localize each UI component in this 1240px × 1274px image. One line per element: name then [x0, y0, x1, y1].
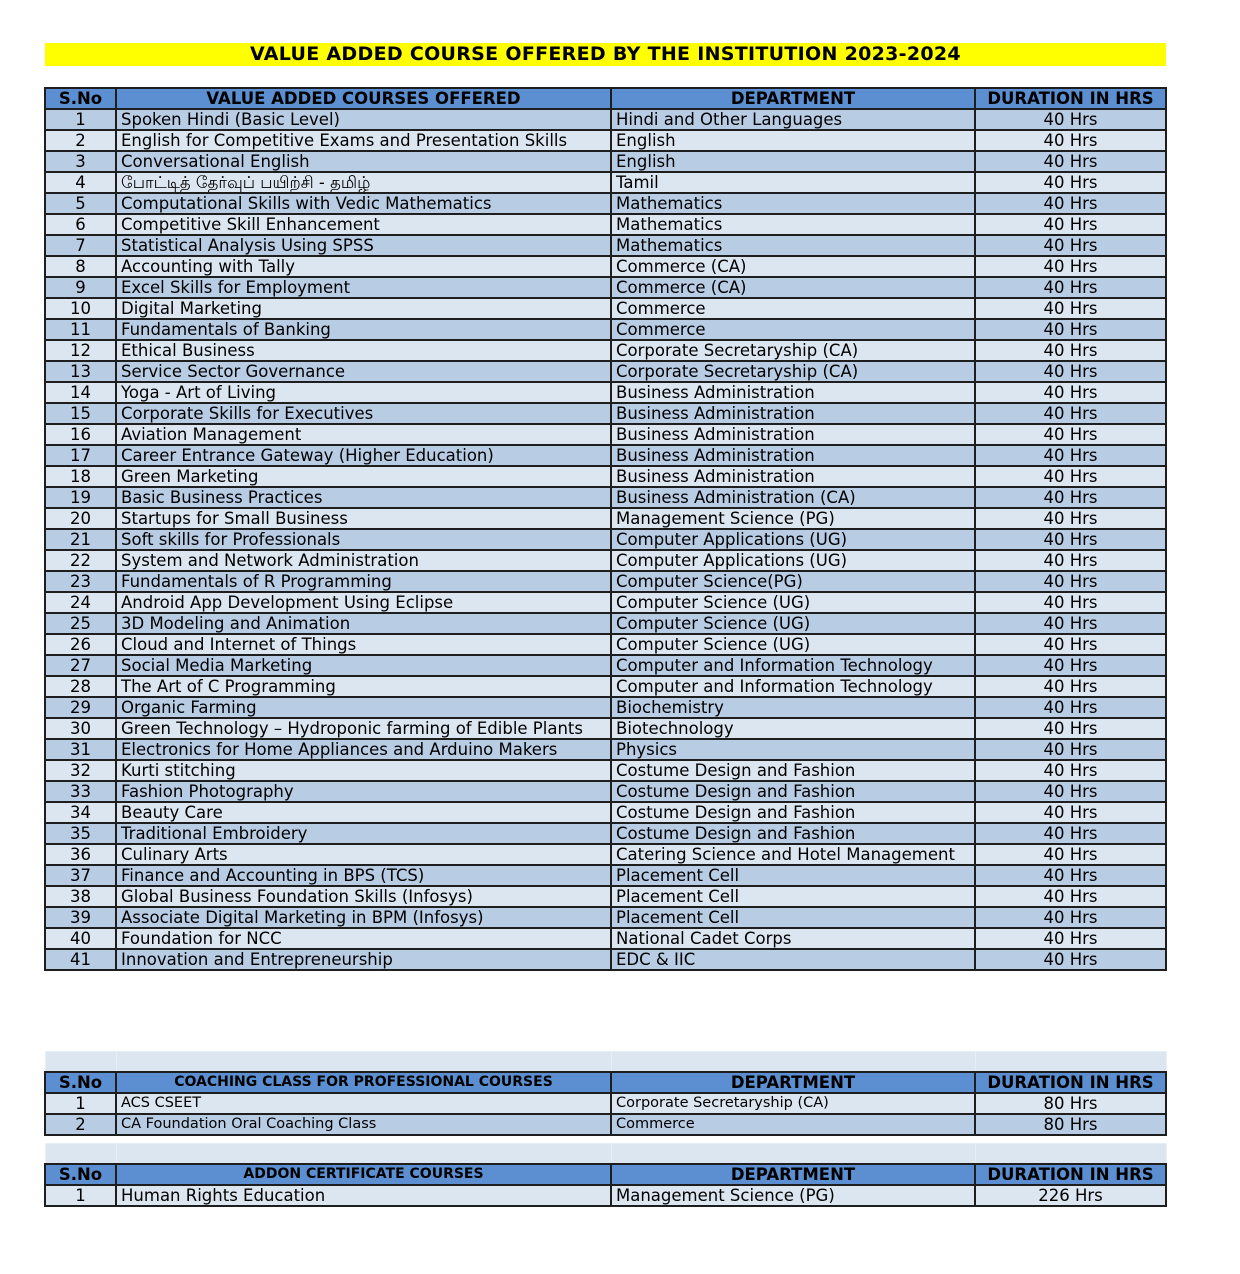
cell-duration: 40 Hrs — [975, 949, 1166, 970]
cell-department: Mathematics — [611, 193, 975, 214]
cell-course: Electronics for Home Appliances and Arduino Makers — [116, 739, 611, 760]
cell-sno: 16 — [45, 424, 116, 445]
cell-department: English — [611, 151, 975, 172]
cell-department: Placement Cell — [611, 865, 975, 886]
cell-course: Green Technology – Hydroponic farming of Edible Plants — [116, 718, 611, 739]
cell-course: Statistical Analysis Using SPSS — [116, 235, 611, 256]
cell-duration: 40 Hrs — [975, 508, 1166, 529]
cell-duration: 40 Hrs — [975, 529, 1166, 550]
table-row — [45, 382, 1166, 403]
cell-department: Corporate Secretaryship (CA) — [611, 361, 975, 382]
cell-course: போட்டித் தேர்வுப் பயிற்சி - தமிழ் — [116, 172, 611, 193]
cell-sno: 11 — [45, 319, 116, 340]
cell-duration: 40 Hrs — [975, 802, 1166, 823]
table-row — [45, 718, 1166, 739]
table-row — [45, 277, 1166, 298]
table-row — [45, 1185, 1166, 1206]
table-row — [45, 760, 1166, 781]
header-course: COACHING CLASS FOR PROFESSIONAL COURSES — [116, 1072, 611, 1093]
cell-department: EDC & IIC — [611, 949, 975, 970]
cell-duration: 40 Hrs — [975, 928, 1166, 949]
cell-sno: 14 — [45, 382, 116, 403]
cell-sno: 1 — [45, 109, 116, 130]
table-row — [45, 802, 1166, 823]
table-row — [45, 466, 1166, 487]
cell-department: Hindi and Other Languages — [611, 109, 975, 130]
cell-sno: 23 — [45, 571, 116, 592]
cell-course: Aviation Management — [116, 424, 611, 445]
cell-department: Mathematics — [611, 214, 975, 235]
cell-department: Business Administration — [611, 466, 975, 487]
table-row — [45, 634, 1166, 655]
header-course: VALUE ADDED COURSES OFFERED — [116, 88, 611, 109]
cell-duration: 40 Hrs — [975, 781, 1166, 802]
cell-department: Computer Science (UG) — [611, 634, 975, 655]
cell-department: Business Administration (CA) — [611, 487, 975, 508]
cell-department: Computer Applications (UG) — [611, 529, 975, 550]
cell-duration: 40 Hrs — [975, 214, 1166, 235]
cell-course: Fundamentals of Banking — [116, 319, 611, 340]
table-row — [45, 781, 1166, 802]
table-row — [45, 1114, 1166, 1135]
cell-sno: 35 — [45, 823, 116, 844]
cell-course: Culinary Arts — [116, 844, 611, 865]
table-row — [45, 445, 1166, 466]
cell-course: Fundamentals of R Programming — [116, 571, 611, 592]
cell-sno: 17 — [45, 445, 116, 466]
cell-duration: 40 Hrs — [975, 865, 1166, 886]
cell-department: Placement Cell — [611, 907, 975, 928]
cell-course: Career Entrance Gateway (Higher Education) — [116, 445, 611, 466]
table-row — [45, 550, 1166, 571]
cell-sno: 2 — [45, 1114, 116, 1135]
cell-sno: 22 — [45, 550, 116, 571]
cell-sno: 30 — [45, 718, 116, 739]
header-duration: DURATION IN HRS — [975, 1072, 1166, 1093]
addon-courses-body — [45, 1185, 1166, 1206]
cell-duration: 40 Hrs — [975, 592, 1166, 613]
cell-department: English — [611, 130, 975, 151]
cell-course: Service Sector Governance — [116, 361, 611, 382]
cell-sno: 33 — [45, 781, 116, 802]
table-row — [45, 655, 1166, 676]
table-header-row — [45, 1072, 1166, 1093]
cell-course: Organic Farming — [116, 697, 611, 718]
cell-course: Android App Development Using Eclipse — [116, 592, 611, 613]
table-row — [45, 109, 1166, 130]
table-row — [45, 865, 1166, 886]
cell-sno: 9 — [45, 277, 116, 298]
cell-duration: 40 Hrs — [975, 235, 1166, 256]
cell-department: Commerce (CA) — [611, 277, 975, 298]
cell-course: Social Media Marketing — [116, 655, 611, 676]
cell-department: Computer and Information Technology — [611, 676, 975, 697]
table-row — [45, 529, 1166, 550]
cell-department: Placement Cell — [611, 886, 975, 907]
cell-duration: 40 Hrs — [975, 361, 1166, 382]
table-header-row — [45, 1164, 1166, 1185]
cell-sno: 7 — [45, 235, 116, 256]
coaching-classes-body — [45, 1093, 1166, 1135]
cell-course: Fashion Photography — [116, 781, 611, 802]
cell-course: CA Foundation Oral Coaching Class — [116, 1114, 611, 1135]
cell-sno: 31 — [45, 739, 116, 760]
table-row — [45, 424, 1166, 445]
table-row — [45, 151, 1166, 172]
header-sno: S.No — [45, 1164, 116, 1185]
cell-duration: 40 Hrs — [975, 655, 1166, 676]
cell-sno: 2 — [45, 130, 116, 151]
cell-duration: 40 Hrs — [975, 445, 1166, 466]
cell-duration: 40 Hrs — [975, 340, 1166, 361]
spacer-row — [45, 1052, 1166, 1073]
cell-sno: 36 — [45, 844, 116, 865]
header-department: DEPARTMENT — [611, 88, 975, 109]
cell-department: Computer Science(PG) — [611, 571, 975, 592]
cell-duration: 40 Hrs — [975, 256, 1166, 277]
cell-department: Corporate Secretaryship (CA) — [611, 1093, 975, 1114]
cell-course: Basic Business Practices — [116, 487, 611, 508]
cell-course: Ethical Business — [116, 340, 611, 361]
table-row — [45, 592, 1166, 613]
cell-department: Business Administration — [611, 382, 975, 403]
cell-course: Startups for Small Business — [116, 508, 611, 529]
cell-course: Competitive Skill Enhancement — [116, 214, 611, 235]
table-row — [45, 256, 1166, 277]
cell-course: System and Network Administration — [116, 550, 611, 571]
table-row — [45, 1093, 1166, 1114]
cell-sno: 26 — [45, 634, 116, 655]
cell-course: Conversational English — [116, 151, 611, 172]
cell-course: Computational Skills with Vedic Mathematics — [116, 193, 611, 214]
cell-duration: 40 Hrs — [975, 319, 1166, 340]
cell-department: Biotechnology — [611, 718, 975, 739]
cell-duration: 40 Hrs — [975, 550, 1166, 571]
cell-course: Innovation and Entrepreneurship — [116, 949, 611, 970]
cell-sno: 4 — [45, 172, 116, 193]
cell-duration: 40 Hrs — [975, 613, 1166, 634]
cell-duration: 40 Hrs — [975, 487, 1166, 508]
cell-course: Green Marketing — [116, 466, 611, 487]
table-row — [45, 739, 1166, 760]
cell-sno: 34 — [45, 802, 116, 823]
cell-department: Mathematics — [611, 235, 975, 256]
table-row — [45, 235, 1166, 256]
cell-course: Traditional Embroidery — [116, 823, 611, 844]
header-department: DEPARTMENT — [611, 1072, 975, 1093]
table-row — [45, 928, 1166, 949]
table-row — [45, 823, 1166, 844]
cell-department: Computer Science (UG) — [611, 592, 975, 613]
cell-sno: 27 — [45, 655, 116, 676]
cell-sno: 39 — [45, 907, 116, 928]
cell-department: Corporate Secretaryship (CA) — [611, 340, 975, 361]
cell-duration: 40 Hrs — [975, 634, 1166, 655]
cell-duration: 40 Hrs — [975, 151, 1166, 172]
cell-duration: 40 Hrs — [975, 760, 1166, 781]
cell-duration: 40 Hrs — [975, 424, 1166, 445]
cell-department: Commerce — [611, 319, 975, 340]
coaching-classes-table — [44, 1051, 1167, 1136]
table-row — [45, 844, 1166, 865]
cell-duration: 226 Hrs — [975, 1185, 1166, 1206]
cell-duration: 40 Hrs — [975, 718, 1166, 739]
table-row — [45, 130, 1166, 151]
cell-sno: 3 — [45, 151, 116, 172]
cell-department: Computer Science (UG) — [611, 613, 975, 634]
cell-duration: 80 Hrs — [975, 1114, 1166, 1135]
cell-sno: 38 — [45, 886, 116, 907]
table-row — [45, 508, 1166, 529]
cell-course: Corporate Skills for Executives — [116, 403, 611, 424]
cell-sno: 13 — [45, 361, 116, 382]
cell-sno: 5 — [45, 193, 116, 214]
cell-department: Business Administration — [611, 445, 975, 466]
cell-sno: 37 — [45, 865, 116, 886]
cell-duration: 40 Hrs — [975, 886, 1166, 907]
table-row — [45, 403, 1166, 424]
spacer-row — [45, 1144, 1166, 1165]
cell-sno: 1 — [45, 1185, 116, 1206]
cell-department: Physics — [611, 739, 975, 760]
cell-sno: 21 — [45, 529, 116, 550]
page-title: VALUE ADDED COURSE OFFERED BY THE INSTITUTION 2023-2024 — [45, 43, 1166, 66]
cell-sno: 24 — [45, 592, 116, 613]
cell-sno: 15 — [45, 403, 116, 424]
cell-duration: 40 Hrs — [975, 907, 1166, 928]
cell-sno: 19 — [45, 487, 116, 508]
cell-department: Commerce — [611, 298, 975, 319]
cell-course: Kurti stitching — [116, 760, 611, 781]
table-row — [45, 907, 1166, 928]
cell-sno: 41 — [45, 949, 116, 970]
table-row — [45, 697, 1166, 718]
addon-courses-table — [44, 1143, 1167, 1207]
cell-course: Spoken Hindi (Basic Level) — [116, 109, 611, 130]
cell-course: Global Business Foundation Skills (Infosys) — [116, 886, 611, 907]
cell-duration: 80 Hrs — [975, 1093, 1166, 1114]
value-added-courses-body — [45, 109, 1166, 970]
cell-department: Costume Design and Fashion — [611, 823, 975, 844]
cell-department: Costume Design and Fashion — [611, 760, 975, 781]
cell-department: Computer Applications (UG) — [611, 550, 975, 571]
cell-sno: 29 — [45, 697, 116, 718]
cell-course: 3D Modeling and Animation — [116, 613, 611, 634]
table-row — [45, 298, 1166, 319]
cell-course: Digital Marketing — [116, 298, 611, 319]
cell-duration: 40 Hrs — [975, 844, 1166, 865]
table-row — [45, 886, 1166, 907]
cell-duration: 40 Hrs — [975, 676, 1166, 697]
value-added-courses-table — [44, 87, 1167, 971]
cell-sno: 40 — [45, 928, 116, 949]
cell-duration: 40 Hrs — [975, 130, 1166, 151]
table-row — [45, 487, 1166, 508]
cell-duration: 40 Hrs — [975, 382, 1166, 403]
cell-sno: 20 — [45, 508, 116, 529]
header-course: ADDON CERTIFICATE COURSES — [116, 1164, 611, 1185]
cell-department: Computer and Information Technology — [611, 655, 975, 676]
cell-course: Soft skills for Professionals — [116, 529, 611, 550]
cell-duration: 40 Hrs — [975, 697, 1166, 718]
table-row — [45, 361, 1166, 382]
cell-course: Cloud and Internet of Things — [116, 634, 611, 655]
cell-department: Commerce (CA) — [611, 256, 975, 277]
cell-department: National Cadet Corps — [611, 928, 975, 949]
cell-course: ACS CSEET — [116, 1093, 611, 1114]
cell-department: Commerce — [611, 1114, 975, 1135]
cell-duration: 40 Hrs — [975, 109, 1166, 130]
table-row — [45, 949, 1166, 970]
cell-course: The Art of C Programming — [116, 676, 611, 697]
header-department: DEPARTMENT — [611, 1164, 975, 1185]
table-row — [45, 319, 1166, 340]
cell-duration: 40 Hrs — [975, 277, 1166, 298]
cell-duration: 40 Hrs — [975, 403, 1166, 424]
cell-department: Tamil — [611, 172, 975, 193]
cell-course: Associate Digital Marketing in BPM (Infosys) — [116, 907, 611, 928]
cell-duration: 40 Hrs — [975, 739, 1166, 760]
header-duration: DURATION IN HRS — [975, 88, 1166, 109]
cell-department: Management Science (PG) — [611, 508, 975, 529]
cell-duration: 40 Hrs — [975, 466, 1166, 487]
cell-course: Accounting with Tally — [116, 256, 611, 277]
cell-duration: 40 Hrs — [975, 172, 1166, 193]
cell-course: Human Rights Education — [116, 1185, 611, 1206]
cell-sno: 12 — [45, 340, 116, 361]
table-header-row — [45, 88, 1166, 109]
cell-course: Finance and Accounting in BPS (TCS) — [116, 865, 611, 886]
cell-sno: 10 — [45, 298, 116, 319]
cell-sno: 25 — [45, 613, 116, 634]
table-row — [45, 214, 1166, 235]
cell-course: Excel Skills for Employment — [116, 277, 611, 298]
table-row — [45, 172, 1166, 193]
cell-department: Management Science (PG) — [611, 1185, 975, 1206]
table-row — [45, 340, 1166, 361]
header-duration: DURATION IN HRS — [975, 1164, 1166, 1185]
cell-duration: 40 Hrs — [975, 823, 1166, 844]
header-sno: S.No — [45, 88, 116, 109]
cell-sno: 8 — [45, 256, 116, 277]
cell-course: Yoga - Art of Living — [116, 382, 611, 403]
cell-department: Costume Design and Fashion — [611, 781, 975, 802]
cell-department: Biochemistry — [611, 697, 975, 718]
table-row — [45, 676, 1166, 697]
cell-sno: 6 — [45, 214, 116, 235]
cell-sno: 18 — [45, 466, 116, 487]
cell-sno: 1 — [45, 1093, 116, 1114]
header-sno: S.No — [45, 1072, 116, 1093]
cell-duration: 40 Hrs — [975, 193, 1166, 214]
cell-course: Foundation for NCC — [116, 928, 611, 949]
table-row — [45, 613, 1166, 634]
table-row — [45, 193, 1166, 214]
cell-duration: 40 Hrs — [975, 298, 1166, 319]
cell-course: Beauty Care — [116, 802, 611, 823]
cell-course: English for Competitive Exams and Presentation Skills — [116, 130, 611, 151]
cell-department: Business Administration — [611, 424, 975, 445]
cell-duration: 40 Hrs — [975, 571, 1166, 592]
cell-department: Catering Science and Hotel Management — [611, 844, 975, 865]
table-row — [45, 571, 1166, 592]
cell-sno: 32 — [45, 760, 116, 781]
cell-sno: 28 — [45, 676, 116, 697]
cell-department: Business Administration — [611, 403, 975, 424]
cell-department: Costume Design and Fashion — [611, 802, 975, 823]
